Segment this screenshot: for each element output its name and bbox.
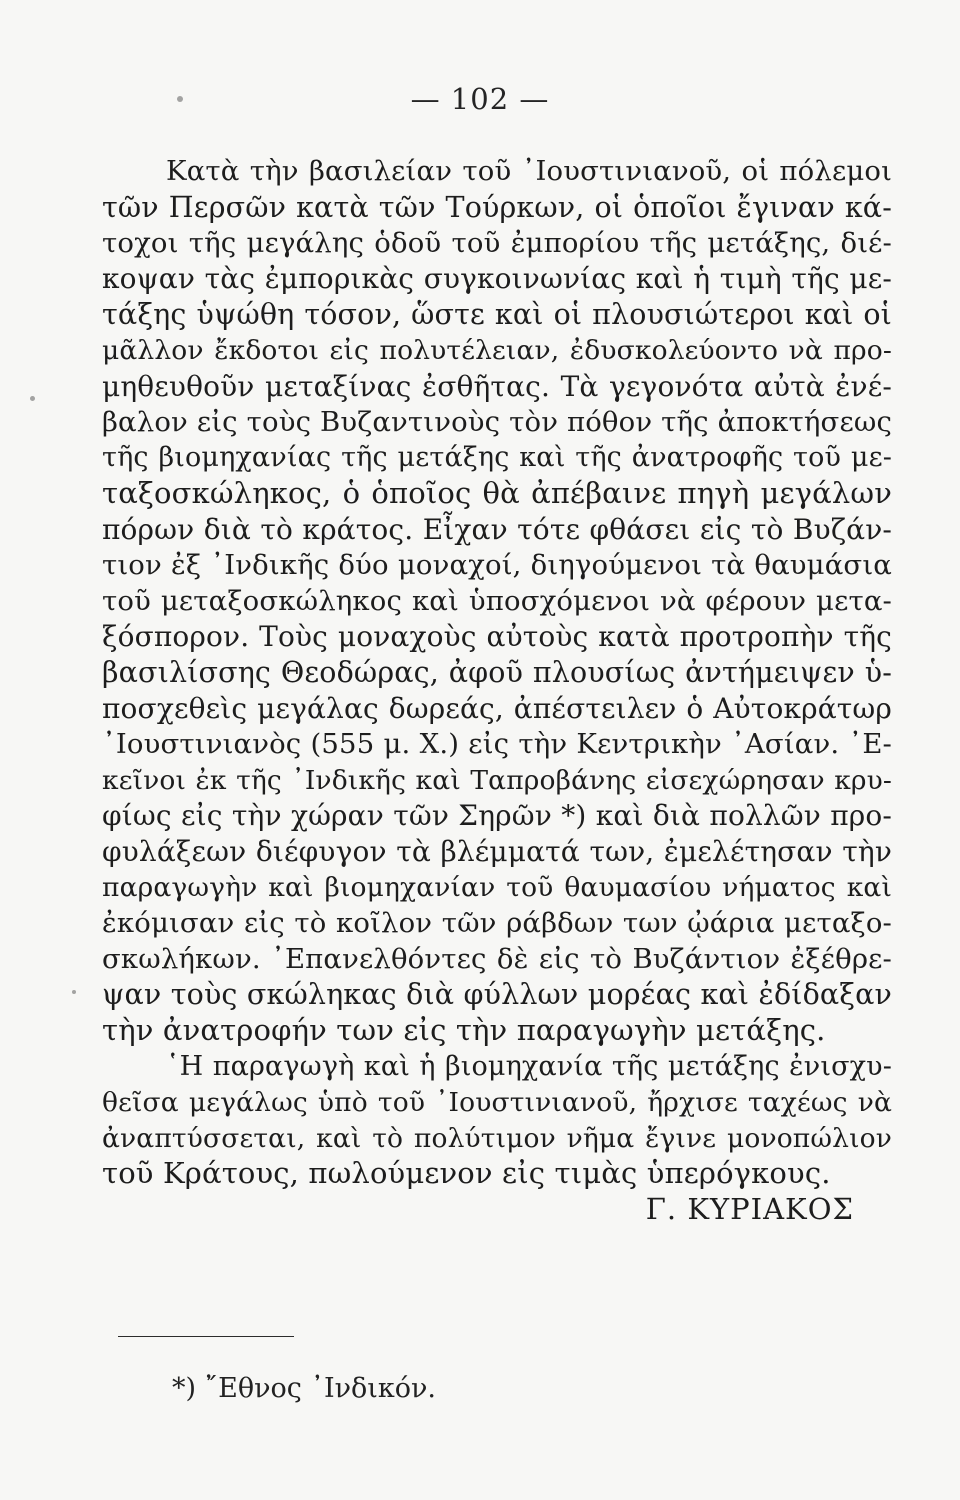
page-number: — 102 — (410, 82, 550, 116)
text-line: ἀναπτύσσεται, καὶ τὸ πολύτιμον νῆμα ἔγινε μονοπώλιον (102, 1122, 892, 1154)
author-signature: Γ. ΚΥΡΙΑΚΟΣ (645, 1192, 854, 1227)
text-line: τοχοι τῆς μεγάλης ὁδοῦ τοῦ ἐμπορίου τῆς μετάξης, διέ- (102, 226, 892, 259)
text-line: ψαν τοὺς σκώληκας διὰ φύλλων μορέας καὶ ἐδίδαξαν (102, 978, 892, 1012)
text-line: ῾Η παραγωγὴ καὶ ἡ βιομηχανία τῆς μετάξης ἐνισχυ- (166, 1050, 892, 1082)
text-line: τῶν Περσῶν κατὰ τῶν Τούρκων, οἱ ὁποῖοι ἔγιναν κά- (102, 190, 892, 224)
text-line: ταξοσκώληκος, ὁ ὁποῖος θὰ ἀπέβαινε πηγὴ μεγάλων (102, 476, 892, 511)
text-line: θεῖσα μεγάλως ὑπὸ τοῦ ᾿Ιουστινιανοῦ, ἤρχισε ταχέως νὰ (102, 1086, 892, 1118)
text-line: τὴν ἀνατροφήν των εἰς τὴν παραγωγὴν μετάξης. (102, 1013, 826, 1048)
paper-speck (72, 990, 76, 994)
text-line: μηθευθοῦν μεταξίνας ἐσθῆτας. Τὰ γεγονότα αὐτὰ ἐνέ- (102, 369, 892, 403)
footnote-text: *) ῎Εθνος ᾿Ινδικόν. (172, 1373, 437, 1404)
text-line: ποσχεθεὶς μεγάλας δωρεάς, ἀπέστειλεν ὁ Αὐτοκράτωρ (102, 691, 892, 725)
text-line: τῆς βιομηχανίας τῆς μετάξης καὶ τῆς ἀνατροφῆς τοῦ με- (102, 442, 892, 474)
text-line: βασιλίσσης Θεοδώρας, ἀφοῦ πλουσίως ἀντήμειψεν ὑ- (102, 656, 892, 690)
text-line: τοῦ μεταξοσκώληκος καὶ ὑποσχόμενοι νὰ φέρουν μετα- (102, 584, 892, 617)
text-line: φίως εἰς τὴν χώραν τῶν Σηρῶν *) καὶ διὰ πολλῶν προ- (102, 799, 892, 833)
text-line: ξόσπορον. Τοὺς μοναχοὺς αὐτοὺς κατὰ προτροπὴν τῆς (102, 620, 892, 654)
text-line: παραγωγὴν καὶ βιομηχανίαν τοῦ θαυμασίου νήματος καὶ (102, 871, 892, 903)
text-line: πόρων διὰ τὸ κράτος. Εἶχαν τότε φθάσει εἰς τὸ Βυζάν- (102, 512, 892, 546)
text-line: σκωλήκων. ᾿Επανελθόντες δὲ εἰς τὸ Βυζάντιον ἐξέθρε- (102, 942, 892, 975)
text-line: ἐκόμισαν εἰς τὸ κοῖλον τῶν ράβδων των ᾠάρια μεταξο- (102, 906, 892, 939)
text-line: μᾶλλον ἔκδοτοι εἰς πολυτέλειαν, ἐδυσκολεύοντο νὰ προ- (102, 334, 892, 366)
text-line: κεῖνοι ἐκ τῆς ᾿Ινδικῆς καὶ Ταπροβάνης εἰσεχώρησαν κρυ- (102, 764, 892, 796)
text-line: φυλάξεων διέφυγον τὰ βλέμματά των, ἐμελέτησαν τὴν (102, 835, 892, 869)
text-line: κοψαν τὰς ἐμπορικὰς συγκοινωνίας καὶ ἡ τιμὴ τῆς με- (102, 262, 892, 296)
text-line: ᾿Ιουστινιανὸς (555 μ. Χ.) εἰς τὴν Κεντρικὴν ᾿Ασίαν. ᾿Ε- (102, 727, 892, 760)
main-text-block (102, 154, 892, 1228)
text-line: τιον ἐξ ᾿Ινδικῆς δύο μοναχοί, διηγούμενοι τὰ θαυμάσια (102, 548, 892, 581)
text-line: τάξης ὑψώθη τόσον, ὥστε καὶ οἱ πλουσιώτεροι καὶ οἱ (102, 298, 892, 332)
text-line: Κατὰ τὴν βασιλείαν τοῦ ᾿Ιουστινιανοῦ, οἱ πόλεμοι (166, 155, 892, 187)
paper-speck (30, 396, 35, 401)
text-line: τοῦ Κράτους, πωλούμενον εἰς τιμὰς ὑπερόγκους. (102, 1156, 831, 1191)
text-line: βαλον εἰς τοὺς Βυζαντινοὺς τὸν πόθον τῆς ἀποκτήσεως (102, 405, 892, 438)
footnote-separator (118, 1336, 294, 1337)
